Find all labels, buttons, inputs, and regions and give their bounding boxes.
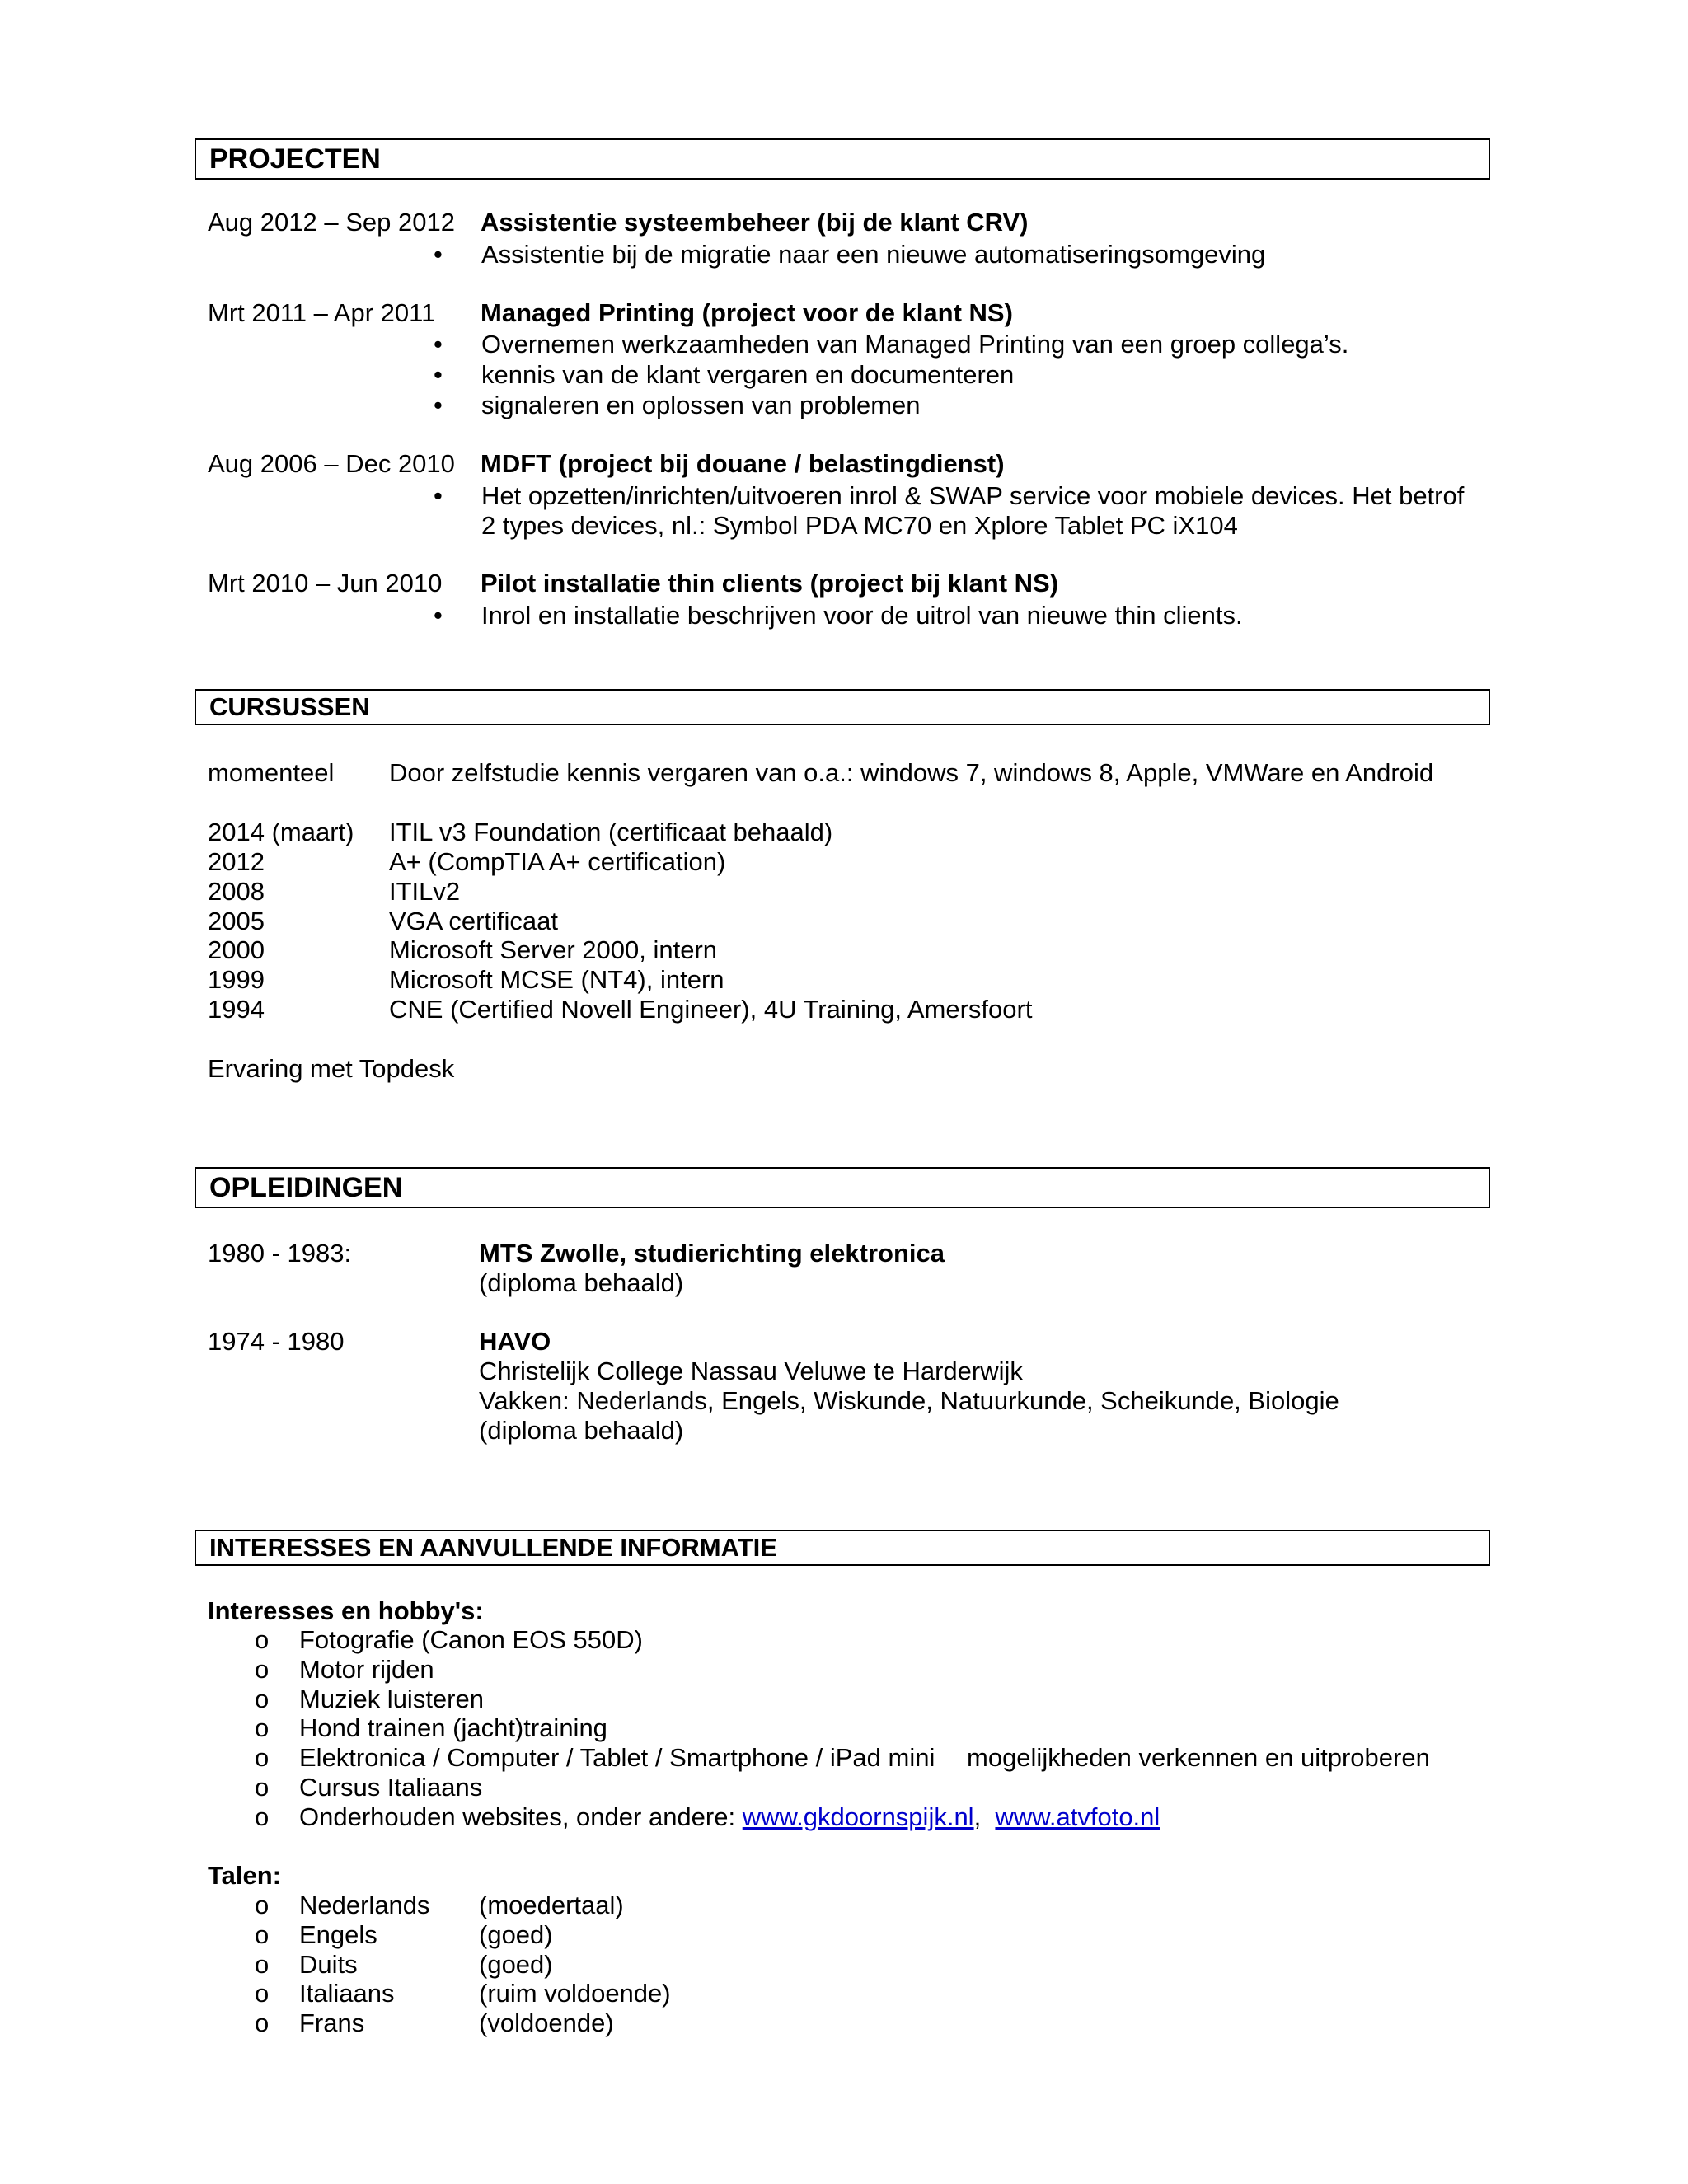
education-title: MTS Zwolle, studierichting elektronica — [479, 1239, 945, 1268]
bullet-icon: • — [434, 330, 443, 359]
course-text: Microsoft MCSE (NT4), intern — [389, 965, 724, 994]
course-text: ITILv2 — [389, 877, 461, 906]
circle-bullet-icon: o — [255, 1773, 270, 1802]
circle-bullet-icon: o — [255, 1655, 270, 1684]
course-text: A+ (CompTIA A+ certification) — [389, 847, 726, 876]
hobby-item: Fotografie (Canon EOS 550D) — [299, 1625, 643, 1654]
course-text: ITIL v3 Foundation (certificaat behaald) — [389, 818, 833, 846]
section-title: PROJECTEN — [209, 143, 381, 175]
education-period: 1974 - 1980 — [208, 1327, 345, 1356]
hobby-item: Motor rijden — [299, 1655, 434, 1684]
education-title: HAVO — [479, 1327, 551, 1356]
education-line: (diploma behaald) — [479, 1268, 684, 1297]
course-year: 2012 — [208, 847, 265, 876]
education-line: Vakken: Nederlands, Engels, Wiskunde, Natuurkunde, Scheikunde, Biologie — [479, 1386, 1339, 1415]
link-separator: , — [973, 1802, 982, 1831]
project-title: MDFT (project bij douane / belastingdienst) — [481, 449, 1005, 478]
bullet-icon: • — [434, 391, 443, 419]
hobby-item: Hond trainen (jacht)training — [299, 1713, 607, 1742]
circle-bullet-icon: o — [255, 1950, 270, 1979]
language-name: Duits — [299, 1950, 358, 1979]
course-year: 2008 — [208, 877, 265, 906]
bullet-icon: • — [434, 481, 443, 510]
language-level: (goed) — [479, 1920, 553, 1949]
project-title: Managed Printing (project voor de klant NS) — [481, 298, 1013, 327]
section-header-opleidingen — [195, 1167, 1490, 1208]
education-line: (diploma behaald) — [479, 1416, 684, 1445]
circle-bullet-icon: o — [255, 2008, 270, 2037]
hobby-item: Muziek luisteren — [299, 1685, 484, 1713]
course-text: Microsoft Server 2000, intern — [389, 935, 718, 964]
section-header-projecten — [195, 138, 1490, 180]
section-title: OPLEIDINGEN — [209, 1171, 403, 1203]
hobby-item: Elektronica / Computer / Tablet / Smartphone / iPad mini — [299, 1743, 935, 1772]
language-level: (ruim voldoende) — [479, 1979, 671, 2008]
bullet-icon: • — [434, 601, 443, 630]
hobby-item-websites — [299, 1802, 1160, 1832]
circle-bullet-icon: o — [255, 1920, 270, 1949]
course-year: 2005 — [208, 907, 265, 935]
websites-prefix: Onderhouden websites, onder andere: — [299, 1802, 736, 1831]
course-year: 1994 — [208, 995, 265, 1024]
project-title: Assistentie systeembeheer (bij de klant CRV) — [481, 208, 1029, 237]
course-year: 2014 (maart) — [208, 818, 354, 846]
bullet-icon: • — [434, 360, 443, 389]
project-period: Aug 2012 – Sep 2012 — [208, 208, 455, 237]
language-level: (moedertaal) — [479, 1891, 624, 1919]
circle-bullet-icon: o — [255, 1979, 270, 2008]
education-period: 1980 - 1983: — [208, 1239, 352, 1268]
circle-bullet-icon: o — [255, 1625, 270, 1654]
course-extra: Ervaring met Topdesk — [208, 1054, 455, 1083]
course-text: CNE (Certified Novell Engineer), 4U Training, Amersfoort — [389, 995, 1033, 1024]
talen-title: Talen: — [208, 1861, 281, 1890]
link-gkdoornspijk[interactable]: www.gkdoornspijk.nl — [742, 1802, 974, 1831]
project-period: Mrt 2010 – Jun 2010 — [208, 569, 443, 598]
project-period: Mrt 2011 – Apr 2011 — [208, 298, 436, 327]
course-text: Door zelfstudie kennis vergaren van o.a.: windows 7, windows 8, Apple, VMWare en Android — [389, 758, 1434, 787]
section-header-interesses — [195, 1530, 1490, 1566]
course-period: momenteel — [208, 758, 335, 787]
hobbies-title: Interesses en hobby's: — [208, 1596, 484, 1625]
project-bullet: Assistentie bij de migratie naar een nieuwe automatiseringsomgeving — [481, 240, 1266, 269]
language-level: (goed) — [479, 1950, 553, 1979]
project-title: Pilot installatie thin clients (project bij klant NS) — [481, 569, 1059, 598]
section-title: INTERESSES EN AANVULLENDE INFORMATIE — [209, 1533, 777, 1562]
link-atvfoto[interactable]: www.atvfoto.nl — [995, 1802, 1160, 1831]
education-line: Christelijk College Nassau Veluwe te Harderwijk — [479, 1357, 1023, 1385]
language-name: Frans — [299, 2008, 365, 2037]
project-bullet: kennis van de klant vergaren en documenteren — [481, 360, 1015, 389]
project-period: Aug 2006 – Dec 2010 — [208, 449, 455, 478]
language-level: (voldoende) — [479, 2008, 614, 2037]
project-bullet: Overnemen werkzaamheden van Managed Printing van een groep collega’s. — [481, 330, 1349, 359]
circle-bullet-icon: o — [255, 1685, 270, 1713]
bullet-icon: • — [434, 240, 443, 269]
language-name: Nederlands — [299, 1891, 430, 1919]
section-title: CURSUSSEN — [209, 692, 370, 721]
course-year: 1999 — [208, 965, 265, 994]
project-bullet: Inrol en installatie beschrijven voor de uitrol van nieuwe thin clients. — [481, 601, 1243, 630]
course-text: VGA certificaat — [389, 907, 559, 935]
section-header-cursussen — [195, 689, 1490, 725]
circle-bullet-icon: o — [255, 1743, 270, 1772]
circle-bullet-icon: o — [255, 1802, 270, 1831]
hobby-item: Cursus Italiaans — [299, 1773, 483, 1802]
project-bullet: Het opzetten/inrichten/uitvoeren inrol & SWAP service voor mobiele devices. Het betrof 2 types devices, nl.: Symbol PDA MC70 en Xplore Tablet PC iX104 — [481, 481, 1465, 540]
course-year: 2000 — [208, 935, 265, 964]
language-name: Engels — [299, 1920, 377, 1949]
project-bullet: signaleren en oplossen van problemen — [481, 391, 921, 419]
hobby-note: mogelijkheden verkennen en uitproberen — [967, 1743, 1430, 1772]
circle-bullet-icon: o — [255, 1713, 270, 1742]
circle-bullet-icon: o — [255, 1891, 270, 1919]
language-name: Italiaans — [299, 1979, 395, 2008]
